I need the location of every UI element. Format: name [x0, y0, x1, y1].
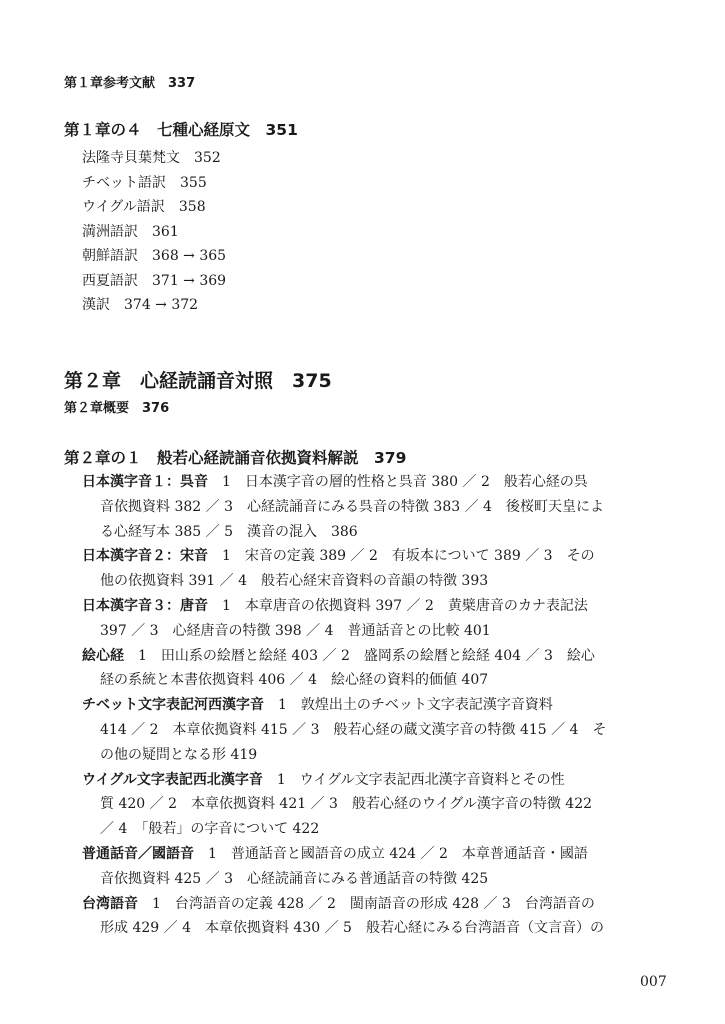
- toc-entry-line: 音依拠資料 425 ／ 3 心経読誦音にみる普通話音の特徴 425: [100, 870, 489, 887]
- entry-text: 1 宋音の定義 389 ／ 2 有坂本について 389 ／ 3 その: [222, 548, 595, 565]
- toc-entry-line: [82, 599, 588, 613]
- entry-text: 1 ウイグル文字表記西北漢字音資料とその性: [276, 771, 565, 788]
- toc-item: 西夏語訳 371 → 369: [82, 272, 227, 289]
- entry-label: 日本漢字音３：唐音: [82, 598, 208, 614]
- entry-label: 日本漢字音２：宋音: [82, 548, 208, 565]
- toc-entry-line: 397 ／ 3 心経唐音の特徴 398 ／ 4 普通話音との比較 401: [100, 622, 491, 639]
- toc-item: チベット語訳 355: [82, 174, 207, 191]
- entry-label: 絵心経: [82, 647, 124, 664]
- toc-item: 満洲語訳 361: [82, 223, 179, 240]
- page-number: 007: [640, 974, 667, 990]
- toc-entry-line: [82, 698, 553, 712]
- toc-entry-line: [82, 475, 588, 489]
- section-heading: 第２章の１ 般若心経読誦音依拠資料解説 379: [64, 449, 407, 467]
- toc-entry-line: 質 420 ／ 2 本章依拠資料 421 ／ 3 般若心経のウイグル漢字音の特徴 422: [100, 796, 593, 813]
- entry-text: 1 本章唐音の依拠資料 397 ／ 2 黄檗唐音のカナ表記法: [222, 598, 588, 614]
- entry-label: チベット文字表記河西漢字音: [82, 697, 264, 714]
- entry-text: 1 日本漢字音の層的性格と呉音 380 ／ 2 般若心経の呉: [222, 474, 588, 490]
- toc-entry-line: ／ 4 「般若」の字音について 422: [100, 821, 320, 838]
- section-heading: 第１章の４ 七種心経原文 351: [64, 121, 298, 139]
- toc-entry-line: [82, 773, 565, 787]
- toc-entry-line: の他の疑問となる形 419: [100, 746, 258, 763]
- toc-entry-line: 経の系統と本書依拠資料 406 ／ 4 絵心経の資料的価値 407: [100, 672, 489, 689]
- entry-text: 1 台湾語音の定義 428 ／ 2 閩南語音の形成 428 ／ 3 台湾語音の: [152, 895, 595, 912]
- entry-label: 日本漢字音１：呉音: [82, 474, 208, 490]
- toc-entry-line: 音依拠資料 382 ／ 3 心経読誦音にみる呉音の特徴 383 ／ 4 後桜町天皇によ: [100, 498, 604, 515]
- toc-entry-line: 他の依拠資料 391 ／ 4 般若心経宋音資料の音韻の特徴 393: [100, 573, 489, 590]
- toc-item: 朝鮮語訳 368 → 365: [82, 248, 227, 264]
- toc-entry-line: [82, 649, 595, 663]
- chapter-overview: 第２章概要 376: [64, 401, 170, 416]
- entry-label: 台湾語音: [82, 895, 138, 912]
- toc-entry-line: 形成 429 ／ 4 本章依拠資料 430 ／ 5 般若心経にみる台湾語音（文言音）の: [100, 920, 604, 937]
- toc-item: 漢訳 374 → 372: [82, 297, 199, 313]
- chapter-title: 第２章 心経読誦音対照 375: [64, 370, 332, 392]
- entry-label: ウイグル文字表記西北漢字音: [82, 771, 263, 788]
- chapter1-references: 第１章参考文献 337: [64, 76, 196, 91]
- toc-entry-line: [82, 847, 588, 861]
- toc-item: 法隆寺貝葉梵文 352: [82, 150, 221, 166]
- toc-entry-line: [82, 897, 595, 911]
- entry-label: 普通話音／國語音: [82, 846, 194, 862]
- toc-item: ウイグル語訳 358: [82, 199, 206, 215]
- entry-text: 1 普通話音と國語音の成立 424 ／ 2 本章普通話音・國語: [208, 846, 588, 862]
- toc-entry-line: 414 ／ 2 本章依拠資料 415 ／ 3 般若心経の蔵文漢字音の特徴 415 ／ 4 そ: [100, 722, 607, 738]
- entry-text: 1 田山系の絵暦と絵経 403 ／ 2 盛岡系の絵暦と絵経 404 ／ 3 絵心: [138, 647, 595, 664]
- toc-entry-line: る心経写本 385 ／ 5 漢音の混入 386: [100, 523, 358, 540]
- toc-entry-line: [82, 549, 595, 563]
- entry-text: 1 敦煌出土のチベット文字表記漢字音資料: [278, 697, 553, 714]
